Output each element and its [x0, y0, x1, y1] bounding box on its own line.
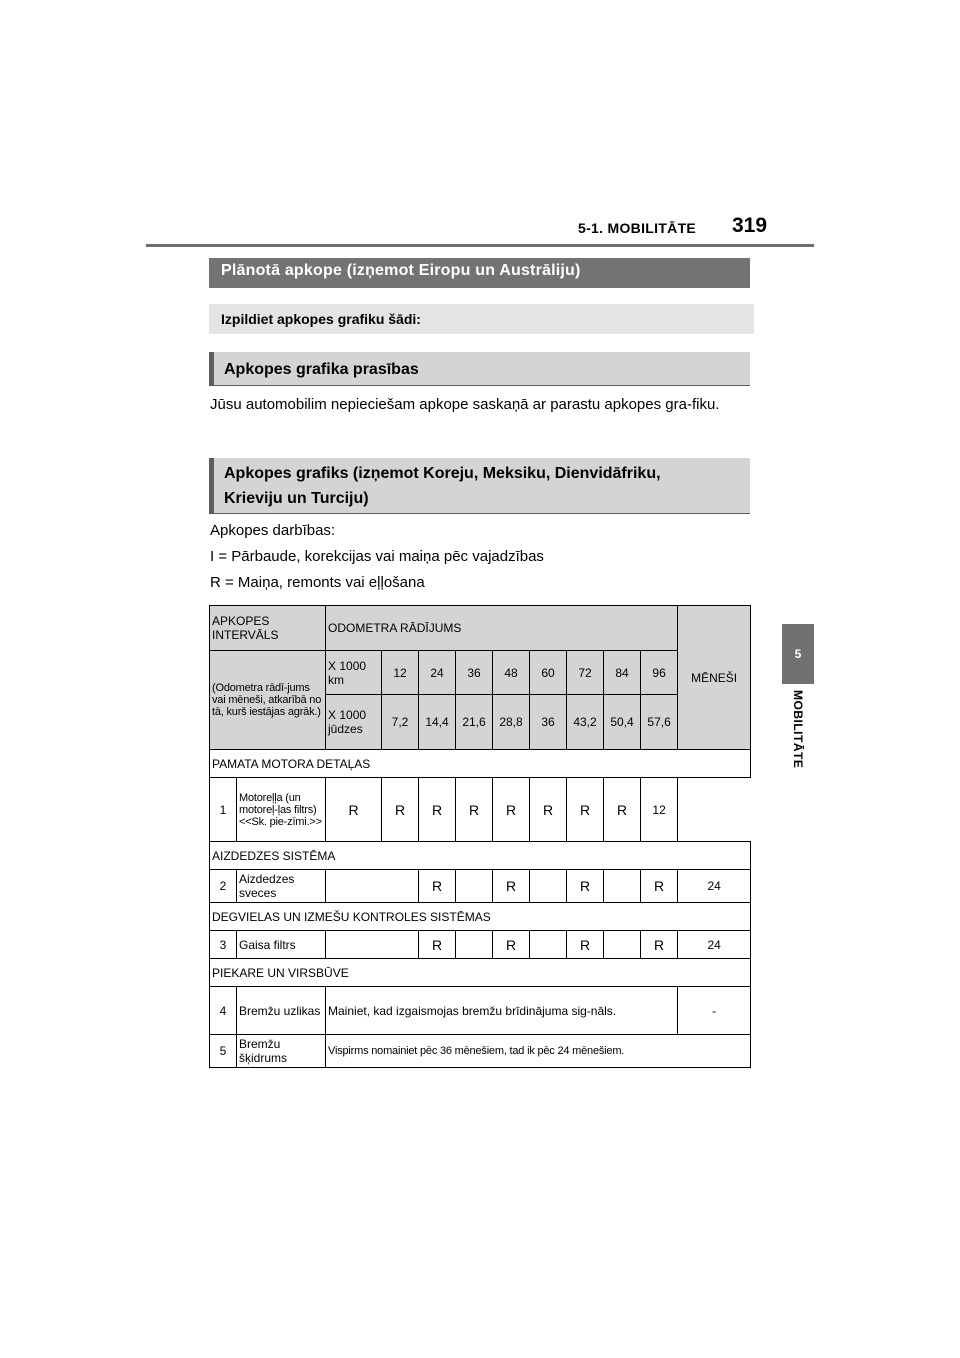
mark-cell: R: [382, 778, 419, 842]
item-brake-fluid: Bremžu šķidrums: [237, 1035, 326, 1068]
chapter-tab-number: 5: [782, 624, 814, 684]
schedule-heading-line1: Apkopes grafiks (izņemot Koreju, Meksiku, Dienvidāfriku,: [224, 465, 661, 482]
km-unit-label: X 1000 km: [326, 651, 382, 695]
maintenance-schedule-table: [209, 605, 751, 1068]
row-number: 4: [210, 987, 237, 1035]
mark-cell: R: [456, 778, 493, 842]
mile-value: 14,4: [419, 695, 456, 750]
row-number: 2: [210, 870, 237, 903]
odometer-header: ODOMETRA RĀDĪJUMS: [326, 606, 678, 651]
schedule-heading: [209, 458, 750, 514]
mark-cell: [456, 870, 493, 903]
header-rule: [146, 244, 814, 247]
mile-value: 21,6: [456, 695, 493, 750]
mark-cell: R: [326, 778, 382, 842]
mark-cell: [530, 931, 567, 959]
km-value: 60: [530, 651, 567, 695]
section-engine: PAMATA MOTORA DETAĻAS: [210, 750, 751, 778]
mark-cell: R: [604, 778, 641, 842]
months-value: 12: [641, 778, 678, 842]
mark-cell: [456, 931, 493, 959]
requirements-text: Jūsu automobilim nepieciešam apkope saskaņā ar parastu apkopes gra-fiku.: [210, 396, 720, 413]
months-header: MĒNEŠI: [678, 606, 751, 750]
months-value: 24: [678, 931, 751, 959]
mile-value: 7,2: [382, 695, 419, 750]
mile-value: 57,6: [641, 695, 678, 750]
months-value: 24: [678, 870, 751, 903]
item-engine-oil: Motoreļļa (un motoreļ-ļas filtrs) <<Sk. pie-zīmi.>>: [237, 778, 326, 842]
km-value: 96: [641, 651, 678, 695]
interval-header: APKOPES INTERVĀLS: [210, 606, 326, 651]
km-value: 12: [382, 651, 419, 695]
mark-cell: [604, 870, 641, 903]
km-value: 36: [456, 651, 493, 695]
section-chassis-body: PIEKARE UN VIRSBŪVE: [210, 959, 751, 987]
mark-cell: R: [493, 870, 530, 903]
mark-cell: R: [567, 931, 604, 959]
mark-cell: R: [419, 931, 456, 959]
item-spark-plugs: Aizdedzes sveces: [237, 870, 326, 903]
chapter-tab-label: MOBILITĀTE: [791, 690, 805, 769]
mark-cell: R: [493, 778, 530, 842]
km-value: 72: [567, 651, 604, 695]
legend-replace: R = Maiņa, remonts vai eļļošana: [210, 574, 425, 591]
item-brake-pads: Bremžu uzlikas: [237, 987, 326, 1035]
row-number: 5: [210, 1035, 237, 1068]
mark-cell: R: [493, 931, 530, 959]
row-number: 1: [210, 778, 237, 842]
months-value: -: [678, 987, 751, 1035]
main-heading: Plānotā apkope (izņemot Eiropu un Austrāliju): [209, 258, 750, 288]
mile-value: 43,2: [567, 695, 604, 750]
km-value: 84: [604, 651, 641, 695]
brake-fluid-note: Vispirms nomainiet pēc 36 mēnešiem, tad ik pēc 24 mēnešiem.: [326, 1035, 751, 1068]
brake-pads-note: Mainiet, kad izgaismojas bremžu brīdinājuma sig-nāls.: [326, 987, 678, 1035]
mark-cell: R: [530, 778, 567, 842]
mark-cell: R: [419, 778, 456, 842]
operations-label: Apkopes darbības:: [210, 522, 336, 539]
requirements-heading: Apkopes grafika prasības: [209, 352, 750, 386]
section-fuel-emission: DEGVIELAS UN IZMEŠU KONTROLES SISTĒMAS: [210, 903, 751, 931]
mile-value: 36: [530, 695, 567, 750]
mark-cell: R: [419, 870, 456, 903]
km-value: 24: [419, 651, 456, 695]
section-title: 5-1. MOBILITĀTE: [578, 220, 697, 236]
mark-cell: R: [567, 870, 604, 903]
miles-unit-label: X 1000 jūdzes: [326, 695, 382, 750]
mark-cell: R: [641, 870, 678, 903]
row-number: 3: [210, 931, 237, 959]
mark-cell: [326, 931, 419, 959]
mile-value: 50,4: [604, 695, 641, 750]
mark-cell: [326, 870, 419, 903]
section-ignition: AIZDEDZES SISTĒMA: [210, 842, 751, 870]
instruction-heading: Izpildiet apkopes grafiku šādi:: [209, 304, 754, 334]
item-air-filter: Gaisa filtrs: [237, 931, 326, 959]
interval-description: (Odometra rādī-jums vai mēneši, atkarībā no tā, kurš iestājas agrāk.): [210, 651, 326, 750]
km-value: 48: [493, 651, 530, 695]
schedule-heading-line2: Krieviju un Turciju): [224, 490, 369, 507]
mark-cell: [530, 870, 567, 903]
page-number: 319: [732, 214, 768, 237]
mark-cell: [604, 931, 641, 959]
legend-inspect: I = Pārbaude, korekcijas vai maiņa pēc vajadzības: [210, 548, 544, 565]
mark-cell: R: [641, 931, 678, 959]
mark-cell: R: [567, 778, 604, 842]
mile-value: 28,8: [493, 695, 530, 750]
